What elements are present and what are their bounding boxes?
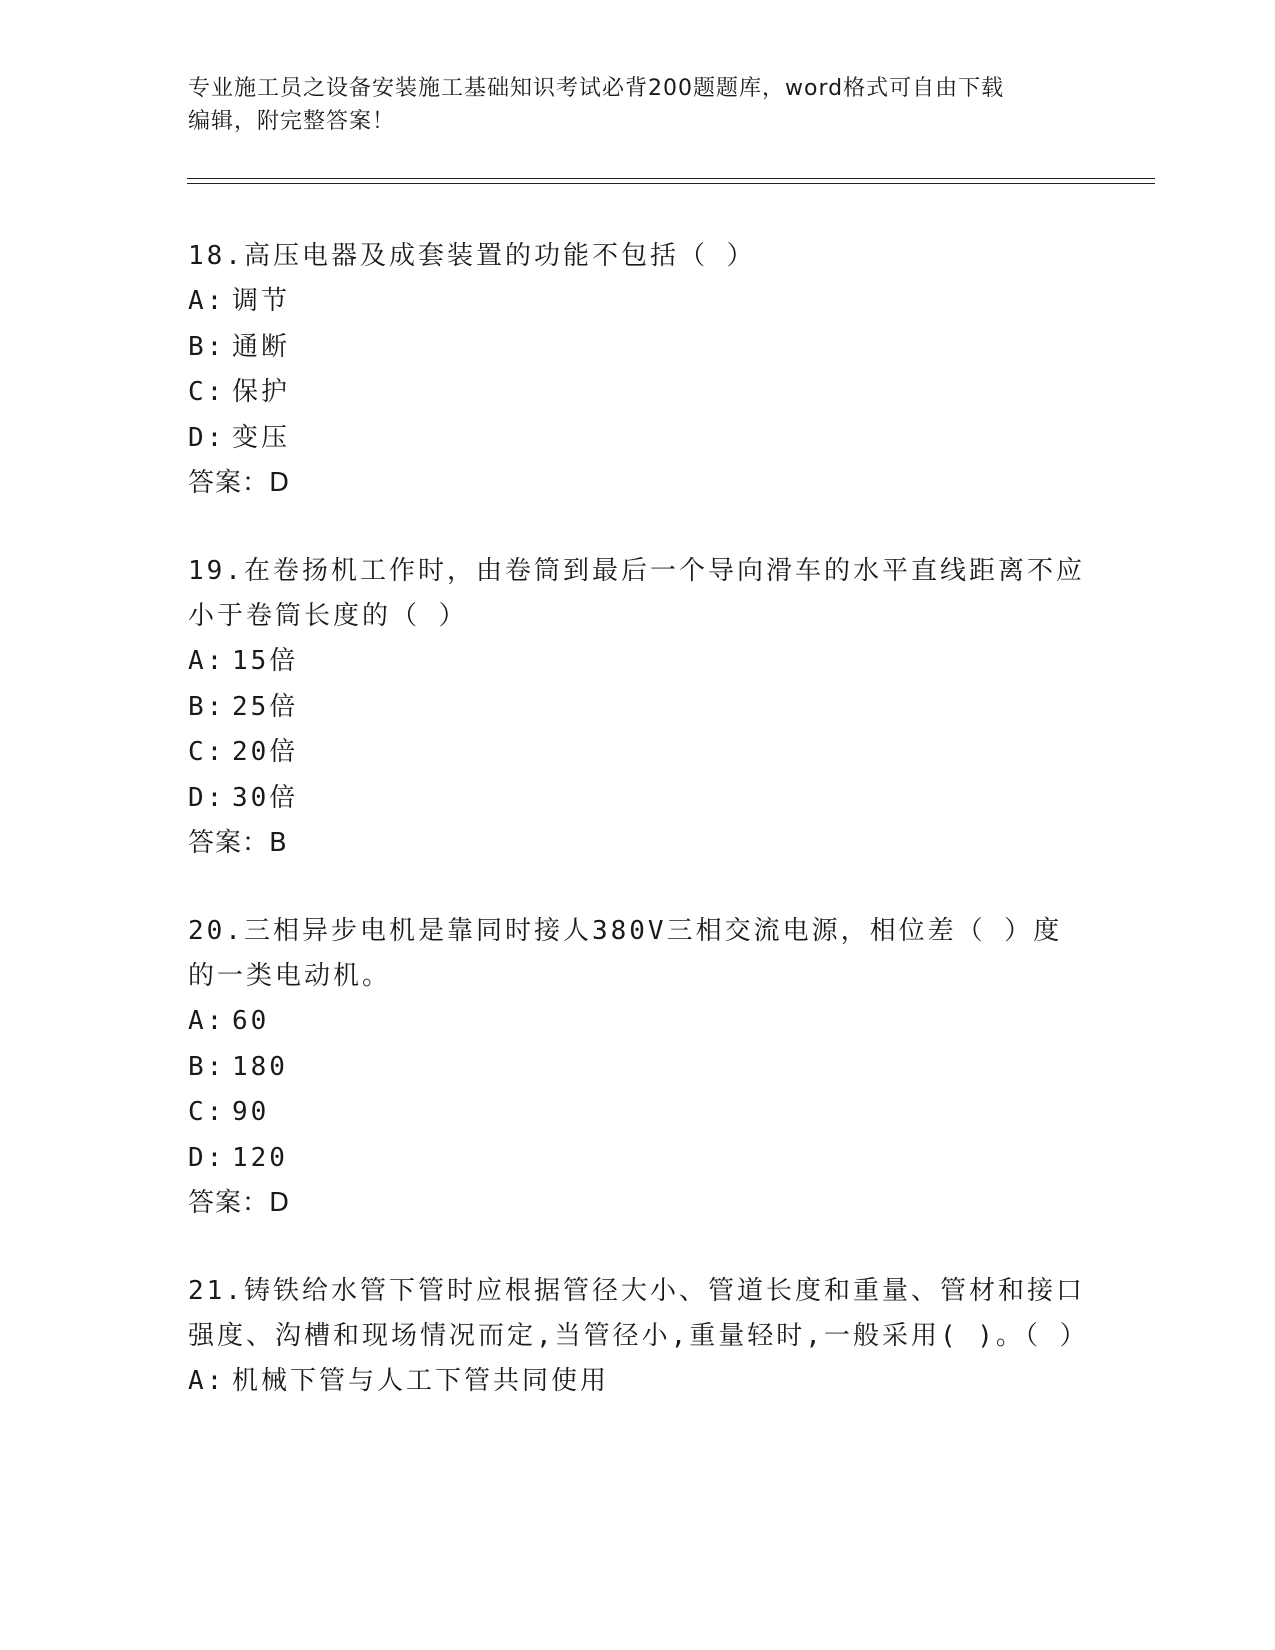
- option-c: [188, 370, 1088, 416]
- option-a: [188, 1359, 1088, 1405]
- option-key: D:: [188, 782, 226, 813]
- option-text: 30倍: [232, 782, 299, 813]
- option-text: 调节: [232, 286, 291, 316]
- option-key: A:: [188, 286, 226, 316]
- option-a: [188, 999, 1088, 1045]
- option-c: [188, 1090, 1088, 1136]
- option-text: 保护: [232, 377, 291, 407]
- header-line-1: 专业施工员之设备安装施工基础知识考试必背200题题库，word格式可自由下载: [188, 76, 1005, 101]
- option-a: [188, 639, 1088, 685]
- option-text: 15倍: [232, 646, 299, 676]
- question-20: [188, 909, 1088, 1226]
- option-key: B:: [188, 691, 226, 722]
- option-key: A:: [188, 646, 226, 676]
- question-19: [188, 549, 1088, 866]
- option-key: D:: [188, 422, 226, 453]
- option-c: [188, 730, 1088, 776]
- option-key: C:: [188, 377, 226, 407]
- option-d: [188, 776, 1088, 822]
- question-stem: 19.在卷扬机工作时，由卷筒到最后一个导向滑车的水平直线距离不应小于卷筒长度的（ ）: [188, 556, 1085, 631]
- question-stem: 18.高压电器及成套装置的功能不包括（ ）: [188, 241, 756, 271]
- header-divider-bottom: [187, 183, 1155, 184]
- header-divider-top: [187, 178, 1155, 179]
- option-key: B:: [188, 331, 226, 362]
- option-d: [188, 416, 1088, 462]
- option-text: 25倍: [232, 691, 299, 722]
- question-stem: 21.铸铁给水管下管时应根据管径大小、管道长度和重量、管材和接口强度、沟槽和现场情况而定,当管径小,重量轻时,一般采用( )。（ ）: [188, 1276, 1089, 1351]
- question-list: [188, 234, 1088, 1448]
- option-text: 通断: [232, 331, 291, 362]
- option-a: [188, 279, 1088, 325]
- answer-line: 答案：D: [188, 1188, 291, 1218]
- answer-line: 答案：B: [188, 828, 288, 858]
- header-line-2: 编辑，附完整答案！: [188, 109, 396, 134]
- option-key: B:: [188, 1051, 226, 1082]
- option-text: 机械下管与人工下管共同使用: [232, 1366, 610, 1396]
- option-text: 60: [232, 1006, 270, 1036]
- option-b: [188, 1045, 1088, 1091]
- option-text: 20倍: [232, 737, 299, 767]
- option-b: [188, 685, 1088, 731]
- question-21: [188, 1269, 1088, 1405]
- option-key: A:: [188, 1366, 226, 1396]
- option-key: C:: [188, 737, 226, 767]
- option-text: 90: [232, 1097, 270, 1127]
- option-text: 180: [232, 1051, 288, 1082]
- option-key: A:: [188, 1006, 226, 1036]
- document-header: [188, 72, 1088, 138]
- option-d: [188, 1136, 1088, 1182]
- option-text: 变压: [232, 422, 291, 453]
- question-18: [188, 234, 1088, 506]
- option-key: C:: [188, 1097, 226, 1127]
- answer-line: 答案：D: [188, 468, 291, 498]
- option-key: D:: [188, 1142, 226, 1173]
- question-stem: 20.三相异步电机是靠同时接人380V三相交流电源，相位差（ ）度的一类电动机。: [188, 916, 1063, 991]
- option-b: [188, 325, 1088, 371]
- option-text: 120: [232, 1142, 288, 1173]
